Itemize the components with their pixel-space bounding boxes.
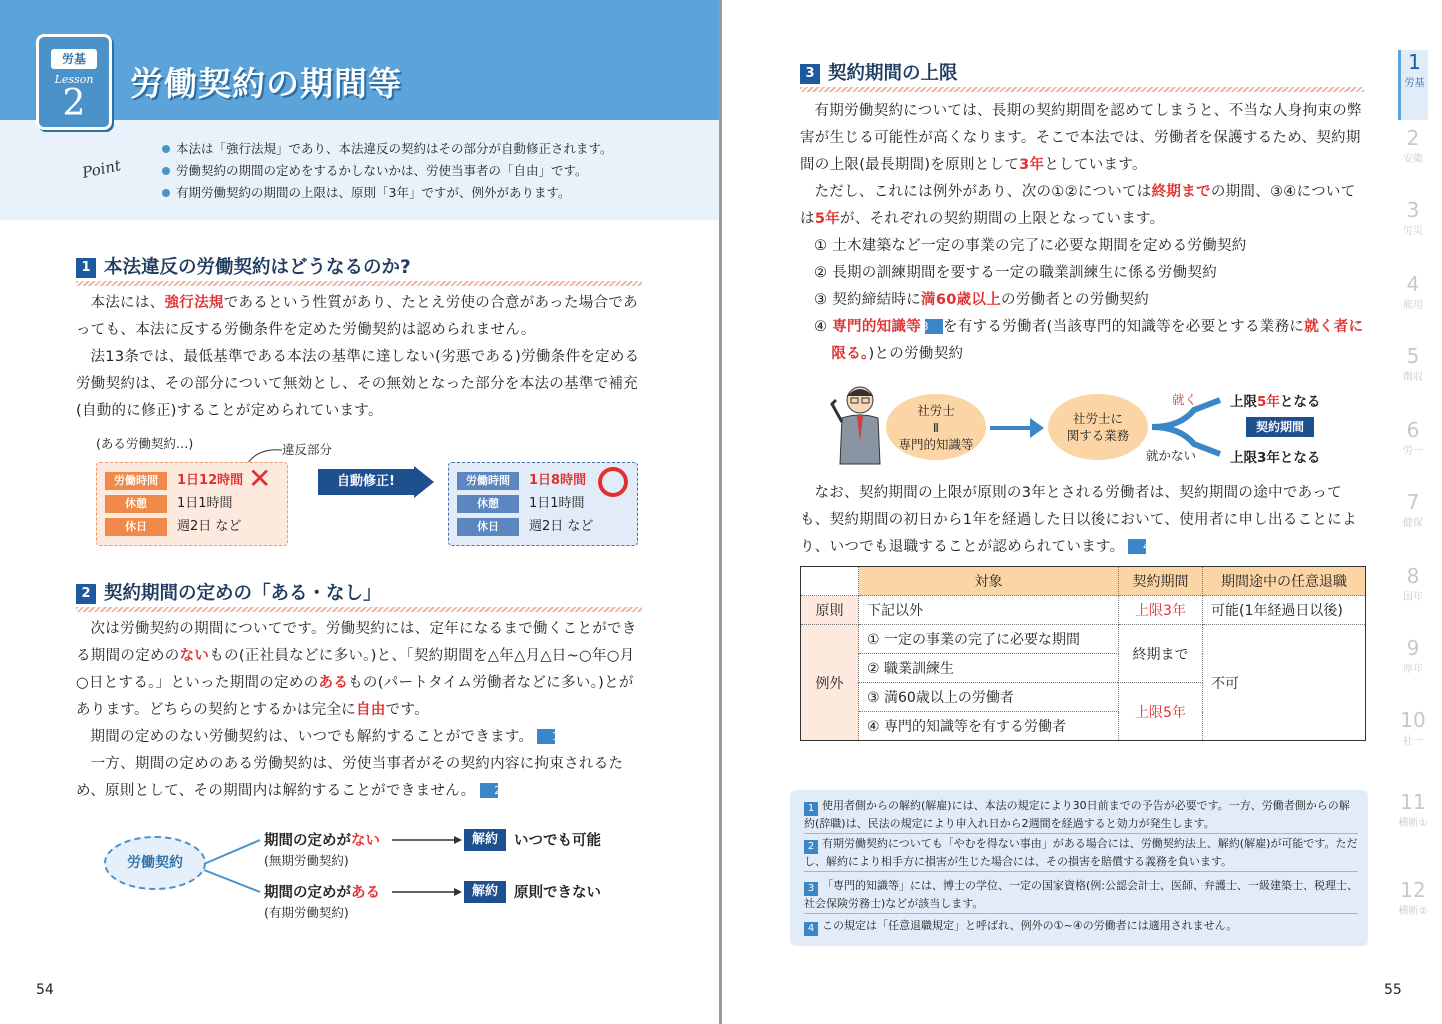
no-period-label: 期間の定めがない: [264, 833, 380, 849]
paragraph: 本法には、強行法規であるという性質があり、たとえ労使の合意があった場合であっても、本法に反する労働条件を定めた労働契約は認められません。: [76, 295, 638, 338]
contract-ellipse: 労働契約: [104, 836, 206, 890]
heading-underline: [76, 607, 642, 612]
table-row: ③ 満60歳以上の労働者 上限5年: [801, 683, 1366, 712]
section-title: 契約期間の定めの「ある・なし」: [104, 583, 382, 604]
retire-paragraph: なお、契約期間の上限が原則の3年とされる労働者は、契約期間の途中であっても、契約期間の初日から1年を経過した日以後において、使用者に申し出ることにより、いつでも退職することが認められています。 4: [800, 485, 1357, 555]
lesson-book-icon: [36, 34, 112, 130]
cross-icon: ✕: [248, 462, 272, 495]
page-number: 55: [1384, 982, 1402, 998]
section-3-body: [800, 98, 1368, 368]
note-item: 2 有期労働契約についても「やむを得ない事由」がある場合には、労働契約法上、解約(解雇)が可能です。ただし、解約により相手方に損害が生じた場合には、その損害を賠償する義務を負います。: [804, 836, 1358, 872]
exception-list: [800, 233, 1368, 368]
section-number: 3: [800, 64, 820, 84]
row-holiday: 休日 週2日 など: [457, 517, 593, 537]
table-header: 契約期間: [1119, 567, 1203, 596]
with-period-sub: (有期労働契約): [264, 905, 349, 920]
tab-8[interactable]: 8 国年: [1403, 564, 1423, 603]
table-row: ④ 専門的知識等を有する労働者: [801, 712, 1366, 741]
not-engage-label: 就かない: [1146, 448, 1197, 463]
note-ref: 3: [925, 319, 943, 334]
list-item: ③ 契約締結時に満60歳以上の労働者との労働契約: [814, 292, 1149, 308]
auto-fix-arrow: [318, 466, 438, 498]
tab-4[interactable]: 4 雇用: [1403, 272, 1423, 311]
note-ref: 2: [480, 783, 498, 798]
note-item: 1 使用者側からの解約(解雇)には、本法の規定により30日前までの予告が必要です。一方、労働者側からの解約(辞職)は、民法の規定により申入れ日から2週間を経過すると効力が発生します。: [804, 798, 1358, 834]
no-period-sub: (無期労働契約): [264, 853, 349, 868]
table-row: 例外 ① 一定の事業の完了に必要な期間 終期まで 不可: [801, 625, 1366, 654]
paragraph: ただし、これには例外があり、次の①②については終期までの期間、③④については5年が、それぞれの契約期間の上限となっています。: [800, 184, 1356, 227]
arrow-head-icon: [414, 466, 434, 498]
paragraph: 法13条では、最低基準である本法の基準に達しない(劣悪である)労働条件を定める労働契約は、その部分について無効とし、その無効となった部分を本法の基準で補充(自動的に修正)することが定められています。: [76, 349, 640, 419]
book-tag: 労基: [51, 49, 97, 69]
cancel-result: いつでも可能: [514, 833, 601, 849]
auto-fix-label: 自動修正!: [318, 469, 414, 495]
left-page: [0, 0, 719, 1024]
list-item: ① 土木建築など一定の事業の完了に必要な期間を定める労働契約: [814, 238, 1247, 254]
lower-result: 上限3年となる: [1230, 450, 1321, 466]
tab-12[interactable]: 12 横断②: [1398, 878, 1428, 917]
table-row: 原則 下記以外 上限3年 可能(1年経過日以後): [801, 596, 1366, 625]
row-hours: 労働時間 1日8時間: [457, 471, 586, 491]
page-number: 54: [36, 982, 54, 998]
cancel-label: 解約: [464, 881, 506, 903]
diagram-caption: (ある労働契約…): [96, 436, 194, 451]
section-1-body: [76, 290, 644, 425]
section-2-heading: [76, 582, 382, 608]
upper-result: 上限5年となる: [1230, 394, 1321, 410]
section-title: 本法違反の労働契約はどうなるのか?: [104, 257, 411, 278]
note-item: 4 この規定は「任意退職規定」と呼ばれ、例外の①~④の労働者には適用されません。: [804, 918, 1358, 938]
specialist-bubble: 社労士 Ⅱ 専門的知識等: [886, 394, 986, 460]
table-corner: [801, 567, 859, 596]
point-item: 労働契約の期間の定めをするかしないかは、労使当事者の「自由」です。: [162, 160, 613, 182]
section-number: 2: [76, 584, 96, 604]
page-title: 労働契約の期間等: [130, 64, 402, 103]
table-header: 期間途中の任意退職: [1203, 567, 1366, 596]
point-list: [162, 138, 613, 204]
section-title: 契約期間の上限: [828, 63, 958, 84]
tab-11[interactable]: 11 横断①: [1398, 790, 1428, 829]
lesson-number: 2: [62, 83, 86, 124]
tab-7[interactable]: 7 健保: [1403, 490, 1423, 529]
row-holiday: 休日 週2日 など: [105, 517, 241, 537]
table-row: ② 職業訓練生: [801, 654, 1366, 683]
person-icon: [830, 382, 884, 468]
point-label: Point: [80, 156, 123, 182]
section-number: 1: [76, 258, 96, 278]
contract-table: [800, 566, 1366, 741]
paragraph: 次は労働契約の期間についてです。労働契約には、定年になるまで働くことができる期間の定めのないもの(正社員などに多い。)と、「契約期間を△年△月△日~○年○月○日とする。」といった期間の定めのあるもの(パートタイム労働者などに多い。)とがあります。どちらの契約とするかは完全に自由です。: [76, 621, 637, 718]
cancel-result: 原則できない: [514, 885, 601, 901]
row-break: 休憩 1日1時間: [105, 494, 233, 514]
section-3-heading: [800, 62, 958, 88]
note-ref: 4: [1128, 539, 1146, 554]
tab-10[interactable]: 10 社一: [1400, 708, 1426, 747]
note-ref: 1: [537, 729, 555, 744]
paragraph: 期間の定めのない労働契約は、いつでも解約することができます。 1: [90, 729, 560, 745]
row-break: 休憩 1日1時間: [457, 494, 585, 514]
job-bubble: 社労士に 関する業務: [1048, 394, 1148, 460]
engage-label: 就く: [1172, 392, 1198, 407]
arrow-line: [990, 426, 1030, 430]
heading-underline: [800, 87, 1364, 92]
ok-circle-icon: [598, 467, 628, 497]
list-item: ② 長期の訓練期間を要する一定の職業訓練生に係る労働契約: [814, 265, 1218, 281]
section-1-heading: [76, 256, 411, 282]
tab-3[interactable]: 3 労災: [1403, 198, 1423, 237]
tab-2[interactable]: 2 安衛: [1403, 126, 1423, 165]
tab-9[interactable]: 9 厚年: [1403, 636, 1423, 675]
heading-underline: [76, 281, 642, 286]
arrow-head-icon: [1030, 418, 1044, 438]
paragraph: 有期労働契約については、長期の契約期間を認めてしまうと、不当な人身拘束の弊害が生じる可能性が高くなります。そこで本法では、労働者を保護するため、契約期間の上限(最長期間)を原則として3年としています。: [800, 103, 1362, 173]
violation-label: 違反部分: [282, 442, 333, 457]
period-label: 契約期間: [1246, 417, 1314, 437]
tab-1[interactable]: 1 労基: [1398, 50, 1428, 120]
row-hours: 労働時間 1日12時間: [105, 471, 243, 491]
tab-6[interactable]: 6 労一: [1403, 418, 1423, 457]
paragraph: 一方、期間の定めのある労働契約は、労使当事者がその契約内容に拘束されるため、原則として、その期間内は解約することができません。 2: [76, 756, 624, 799]
cancel-label: 解約: [464, 829, 506, 851]
section-2-body: [76, 616, 644, 805]
table-header: 対象: [859, 567, 1119, 596]
notes-box: [790, 790, 1368, 946]
list-item: ④ 専門的知識等3 を有する労働者(当該専門的知識等を必要とする業務に就く者に限る。)との労働契約: [814, 319, 1364, 362]
lesson-word: Lesson: [54, 73, 94, 86]
with-period-label: 期間の定めがある: [264, 885, 380, 901]
point-item: 本法は「強行法規」であり、本法違反の契約はその部分が自動修正されます。: [162, 138, 613, 160]
tab-5[interactable]: 5 徴収: [1403, 344, 1423, 383]
point-item: 有期労働契約の期間の上限は、原則「3年」ですが、例外があります。: [162, 182, 613, 204]
note-item: 3 「専門的知識等」には、博士の学位、一定の国家資格(例:公認会計士、医師、弁護士、一級建築士、税理士、社会保険労務士)などが該当します。: [804, 878, 1358, 914]
